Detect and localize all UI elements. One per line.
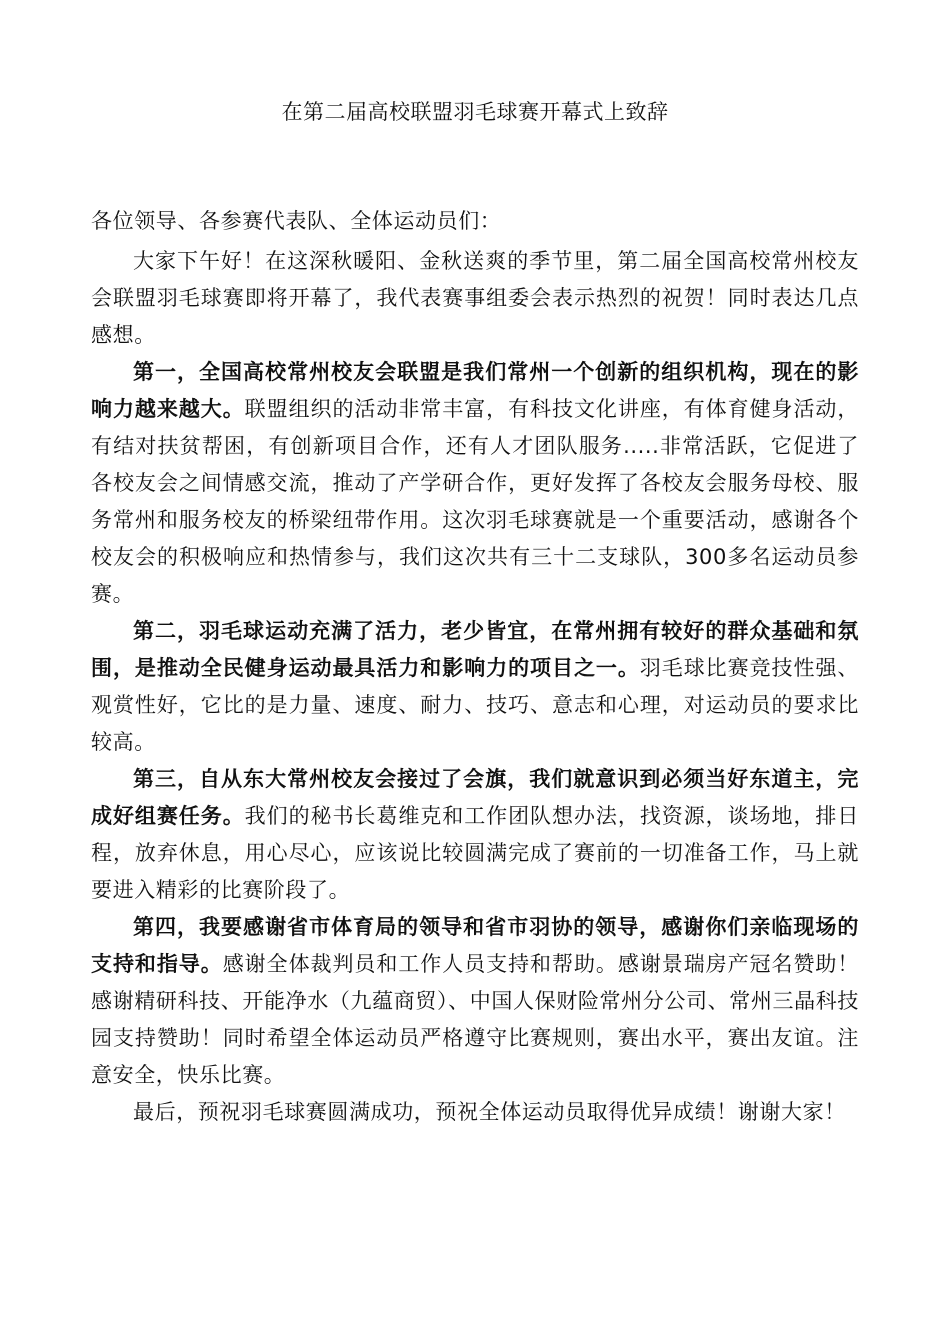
paragraph-text: 最后，预祝羽毛球赛圆满成功，预祝全体运动员取得优异成绩！谢谢大家！ — [133, 1100, 846, 1124]
paragraph-text: 联盟组织的活动非常丰富，有科技文化讲座，有体育健身活动，有结对扶贫帮困，有创新项目合作，还有人才团队服务.....非常活跃，它促进了各校友会之间情感交流，推动了产学研合作，更好发挥了各校友会服务母校、服务常州和服务校友的桥梁纽带作用。这次羽毛球赛就是一个重要活动，感谢各个校友会的积极响应和热情参与，我们这次共有三十二支球队，300多名运动员参赛。 — [91, 397, 859, 606]
paragraph-closing — [91, 1094, 859, 1131]
paragraph-point-three — [91, 761, 859, 909]
salutation: 各位领导、各参赛代表队、全体运动员们： — [91, 209, 502, 233]
document-body — [91, 203, 859, 1131]
paragraph-bold-lead: 第三，自从东大常州校友会接过了会旗，我们就意识到必须当好东道主，完成好组赛任务。 — [91, 767, 859, 828]
paragraph-greeting — [91, 243, 859, 354]
paragraph-point-four — [91, 909, 859, 1094]
paragraph-bold-lead: 第一，全国高校常州校友会联盟是我们常州一个创新的组织机构，现在的影响力越来越大。 — [91, 360, 859, 421]
paragraph-point-one — [91, 354, 859, 613]
paragraph-point-two — [91, 613, 859, 761]
paragraph-text: 我们的秘书长葛维克和工作团队想办法，找资源，谈场地，排日程，放弃休息，用心尽心，应该说比较圆满完成了赛前的一切准备工作，马上就要进入精彩的比赛阶段了。 — [91, 804, 859, 902]
paragraph-text: 大家下午好！在这深秋暖阳、金秋送爽的季节里，第二届全国高校常州校友会联盟羽毛球赛即将开幕了，我代表赛事组委会表示热烈的祝贺！同时表达几点感想。 — [91, 249, 859, 347]
paragraph-text: 感谢全体裁判员和工作人员支持和帮助。感谢景瑞房产冠名赞助！感谢精研科技、开能净水（九蕴商贸）、中国人保财险常州分公司、常州三晶科技园支持赞助！同时希望全体运动员严格遵守比赛规则，赛出水平，赛出友谊。注意安全，快乐比赛。 — [91, 952, 859, 1087]
document-title: 在第二届高校联盟羽毛球赛开幕式上致辞 — [281, 100, 669, 124]
paragraph-bold-lead: 第二，羽毛球运动充满了活力，老少皆宜，在常州拥有较好的群众基础和氛围，是推动全民健身运动最具活力和影响力的项目之一。 — [91, 619, 859, 680]
paragraph-text: 羽毛球比赛竞技性强、观赏性好，它比的是力量、速度、耐力、技巧、意志和心理，对运动员的要求比较高。 — [91, 656, 860, 754]
paragraph-bold-lead: 第四，我要感谢省市体育局的领导和省市羽协的领导，感谢你们亲临现场的支持和指导。 — [91, 915, 859, 976]
